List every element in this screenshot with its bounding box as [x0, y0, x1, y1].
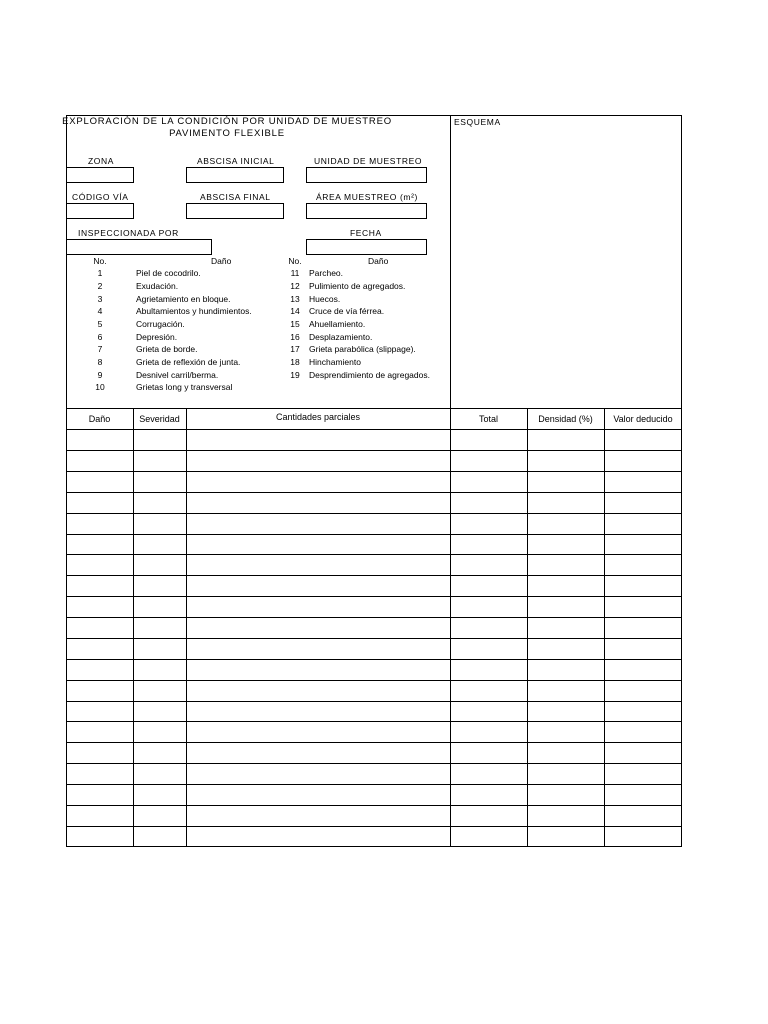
- damage-number: 1: [97, 268, 103, 278]
- esquema-divider: [450, 115, 451, 409]
- damage-name: Parcheo.: [309, 268, 344, 278]
- damage-number: 17: [290, 344, 300, 354]
- header-cantidades-parciales: Cantidades parciales: [275, 412, 361, 422]
- damage-name-header-left: Daño: [211, 256, 232, 266]
- row-divider: [66, 721, 682, 722]
- damage-number: 11: [290, 268, 300, 278]
- header-total: Total: [478, 414, 498, 424]
- fecha-label: FECHA: [350, 228, 382, 238]
- damage-table: [66, 408, 682, 847]
- col-divider: [604, 408, 605, 847]
- damage-no-header-left: No.: [93, 256, 107, 266]
- damage-name: Ahuellamiento.: [309, 319, 366, 329]
- area-muestreo-field[interactable]: [306, 203, 427, 219]
- row-divider: [66, 429, 682, 430]
- row-divider: [66, 826, 682, 827]
- row-divider: [66, 554, 682, 555]
- row-divider: [66, 513, 682, 514]
- header-dano: Daño: [88, 414, 111, 424]
- damage-name: Corrugación.: [136, 319, 185, 329]
- row-divider: [66, 471, 682, 472]
- row-divider: [66, 805, 682, 806]
- damage-number: 9: [97, 370, 103, 380]
- damage-number: 2: [97, 281, 103, 291]
- damage-name: Desnivel carril/berma.: [136, 370, 219, 380]
- form-title-line2: PAVIMENTO FLEXIBLE: [169, 128, 285, 139]
- damage-number: 15: [290, 319, 300, 329]
- codigo-via-field[interactable]: [66, 203, 134, 219]
- unidad-muestreo-label: UNIDAD DE MUESTREO: [314, 156, 423, 166]
- row-divider: [66, 534, 682, 535]
- row-divider: [66, 575, 682, 576]
- damage-no-header-right: No.: [288, 256, 302, 266]
- col-divider: [133, 408, 134, 847]
- header-valor-deducido: Valor deducido: [613, 414, 673, 424]
- form-title-line1: EXPLORACIÓN DE LA CONDICIÓN POR UNIDAD DE MUESTREO: [62, 116, 392, 127]
- damage-name: Grietas long y transversal: [136, 382, 233, 392]
- header-densidad: Densidad (%): [538, 414, 593, 424]
- damage-number: 7: [97, 344, 103, 354]
- row-divider: [66, 659, 682, 660]
- row-divider: [66, 701, 682, 702]
- damage-name: Cruce de vía férrea.: [309, 306, 385, 316]
- damage-name: Desplazamiento.: [309, 332, 373, 342]
- damage-name: Piel de cocodrilo.: [136, 268, 201, 278]
- row-divider: [66, 450, 682, 451]
- damage-name: Depresión.: [136, 332, 178, 342]
- zona-field[interactable]: [66, 167, 134, 183]
- damage-name: Agrietamiento en bloque.: [136, 294, 231, 304]
- damage-number: 6: [97, 332, 103, 342]
- damage-name: Exudación.: [136, 281, 179, 291]
- damage-number: 4: [97, 306, 103, 316]
- damage-name: Hinchamiento: [309, 357, 361, 367]
- abscisa-final-field[interactable]: [186, 203, 284, 219]
- damage-name: Desprendimiento de agregados.: [309, 370, 430, 380]
- damage-name: Pulimiento de agregados.: [309, 281, 406, 291]
- zona-label: ZONA: [88, 156, 115, 166]
- unidad-muestreo-field[interactable]: [306, 167, 427, 183]
- damage-number: 19: [290, 370, 300, 380]
- damage-number: 12: [290, 281, 300, 291]
- damage-name: Abultamientos y hundimientos.: [136, 306, 252, 316]
- damage-name: Grieta parabólica (slippage).: [309, 344, 416, 354]
- damage-number: 5: [97, 319, 103, 329]
- esquema-label: ESQUEMA: [454, 117, 501, 127]
- damage-name: Huecos.: [309, 294, 341, 304]
- row-divider: [66, 596, 682, 597]
- damage-name-header-right: Daño: [368, 256, 389, 266]
- col-divider: [186, 408, 187, 847]
- damage-name: Grieta de borde.: [136, 344, 198, 354]
- col-divider: [450, 408, 451, 847]
- damage-number: 8: [97, 357, 103, 367]
- row-divider: [66, 680, 682, 681]
- inspeccionada-label: INSPECCIONADA POR: [78, 228, 179, 238]
- damage-number: 3: [97, 294, 103, 304]
- inspeccionada-field[interactable]: [66, 239, 212, 255]
- damage-number: 14: [290, 306, 300, 316]
- area-muestreo-label: ÁREA MUESTREO (m²): [316, 192, 418, 202]
- damage-name: Grieta de reflexión de junta.: [136, 357, 241, 367]
- fecha-field[interactable]: [306, 239, 427, 255]
- col-divider: [527, 408, 528, 847]
- abscisa-final-label: ABSCISA FINAL: [200, 192, 271, 202]
- damage-number: 13: [290, 294, 300, 304]
- damage-number: 10: [95, 382, 105, 392]
- damage-number: 18: [290, 357, 300, 367]
- row-divider: [66, 617, 682, 618]
- header-severidad: Severidad: [139, 414, 180, 424]
- row-divider: [66, 763, 682, 764]
- row-divider: [66, 638, 682, 639]
- codigo-via-label: CÓDIGO VÍA: [72, 192, 129, 202]
- row-divider: [66, 742, 682, 743]
- abscisa-inicial-field[interactable]: [186, 167, 284, 183]
- row-divider: [66, 784, 682, 785]
- row-divider: [66, 492, 682, 493]
- abscisa-inicial-label: ABSCISA INICIAL: [197, 156, 275, 166]
- damage-number: 16: [290, 332, 300, 342]
